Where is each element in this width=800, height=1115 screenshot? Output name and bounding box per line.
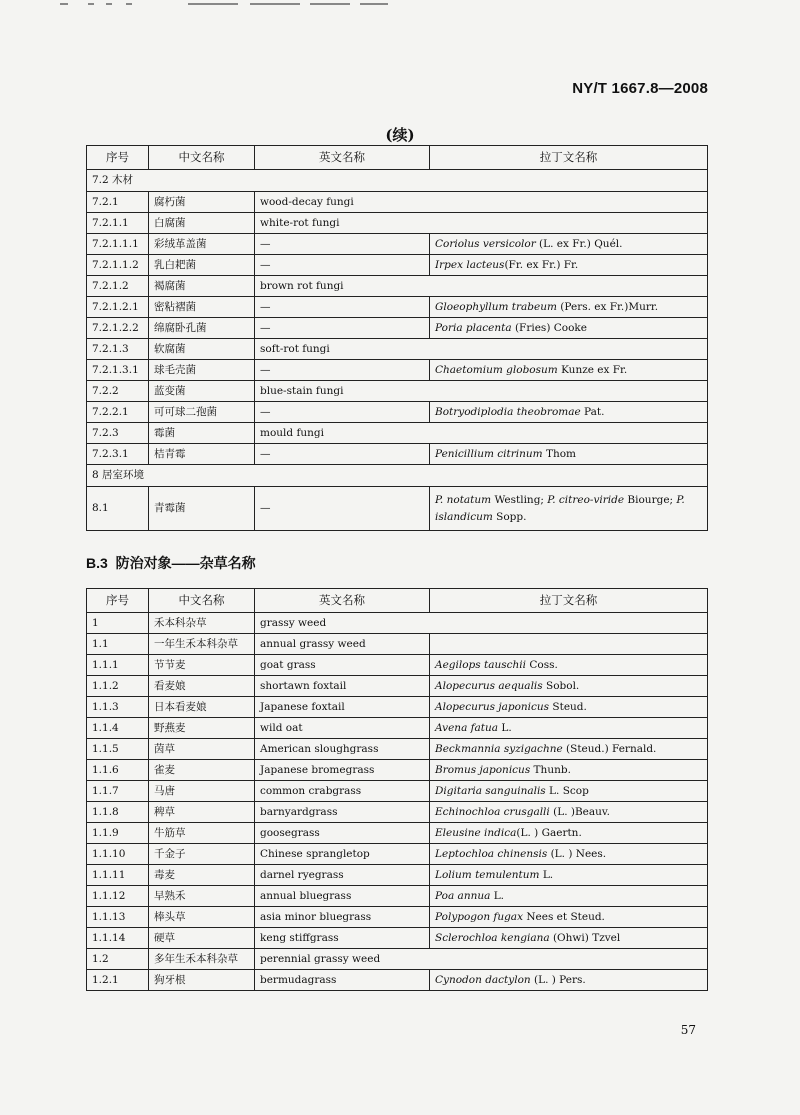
latin-name-cell — [430, 655, 708, 676]
table-row — [87, 381, 708, 402]
chinese-name-cell: 褐腐菌 — [149, 276, 255, 297]
serial-cell: 7.2.1 — [87, 192, 149, 213]
latin-name-author: (Fr. ex Fr.) Fr. — [504, 258, 579, 271]
serial-cell: 7.2.1.1.2 — [87, 255, 149, 276]
serial-cell: 1.1.5 — [87, 739, 149, 760]
latin-name-italic: Alopecurus aequalis — [435, 679, 543, 692]
latin-name-cell — [430, 718, 708, 739]
english-name-cell: annual grassy weed — [255, 634, 430, 655]
standard-code: NY/T 1667.8—2008 — [572, 80, 708, 97]
english-name-cell: soft-rot fungi — [255, 339, 708, 360]
serial-cell: 1.1 — [87, 634, 149, 655]
latin-name-italic: Botryodiplodia theobromae — [435, 405, 581, 418]
latin-name-author: (L. )Beauv. — [549, 805, 610, 818]
serial-cell: 7.2.1.1 — [87, 213, 149, 234]
english-name-cell: Japanese bromegrass — [255, 760, 430, 781]
serial-cell: 7.2.1.2 — [87, 276, 149, 297]
latin-name-author: Biourge; — [624, 493, 677, 506]
chinese-name-cell: 多年生禾本科杂草 — [149, 949, 255, 970]
latin-name-author: L. — [490, 889, 505, 902]
chinese-name-cell: 硬草 — [149, 928, 255, 949]
serial-cell: 7.2.1.1.1 — [87, 234, 149, 255]
latin-name-italic: Bromus japonicus — [435, 763, 531, 776]
english-name-cell: darnel ryegrass — [255, 865, 430, 886]
latin-name-cell — [430, 802, 708, 823]
latin-name-italic: Echinochloa crusgalli — [435, 805, 550, 818]
latin-name-italic: P. citreo-viride — [547, 493, 625, 506]
english-name-cell: barnyardgrass — [255, 802, 430, 823]
latin-name-author: (L. ) Pers. — [530, 973, 586, 986]
english-name-cell: asia minor bluegrass — [255, 907, 430, 928]
header-latin-name: 拉丁文名称 — [430, 146, 708, 170]
table-row — [87, 192, 708, 213]
section-row — [87, 465, 708, 487]
latin-name-italic: Eleusine indica — [435, 826, 517, 839]
latin-name-cell — [430, 318, 708, 339]
chinese-name-cell: 雀麦 — [149, 760, 255, 781]
section-title: 7.2 木材 — [87, 170, 708, 192]
chinese-name-cell: 绵腐卧孔菌 — [149, 318, 255, 339]
english-name-cell: blue-stain fungi — [255, 381, 708, 402]
chinese-name-cell: 茵草 — [149, 739, 255, 760]
serial-cell: 8.1 — [87, 487, 149, 531]
latin-name-author: (Steud.) Fernald. — [562, 742, 657, 755]
serial-cell: 1.1.4 — [87, 718, 149, 739]
english-name-cell: common crabgrass — [255, 781, 430, 802]
section-row — [87, 170, 708, 192]
chinese-name-cell: 狗牙根 — [149, 970, 255, 991]
table-row — [87, 907, 708, 928]
chinese-name-cell: 球毛壳菌 — [149, 360, 255, 381]
serial-cell: 1.1.1 — [87, 655, 149, 676]
english-name-cell: goat grass — [255, 655, 430, 676]
header-english-name: 英文名称 — [255, 589, 430, 613]
latin-name-author: Thom — [542, 447, 577, 460]
serial-cell: 1.1.2 — [87, 676, 149, 697]
english-name-cell: mould fungi — [255, 423, 708, 444]
serial-cell: 1.1.13 — [87, 907, 149, 928]
table-row — [87, 928, 708, 949]
serial-cell: 7.2.3 — [87, 423, 149, 444]
latin-name-italic: Coriolus versicolor — [435, 237, 536, 250]
latin-name-cell — [430, 676, 708, 697]
fungi-table-body — [87, 146, 708, 531]
table-row — [87, 318, 708, 339]
serial-cell: 1.1.14 — [87, 928, 149, 949]
english-name-cell: annual bluegrass — [255, 886, 430, 907]
weeds-table — [86, 588, 708, 991]
serial-cell: 7.2.1.3 — [87, 339, 149, 360]
latin-name-italic: Alopecurus japonicus — [435, 700, 550, 713]
latin-name-author: Sopp. — [492, 510, 527, 523]
section-number: B.3 — [86, 555, 108, 571]
latin-name-author: Nees et Steud. — [523, 910, 605, 923]
chinese-name-cell: 可可球二孢菌 — [149, 402, 255, 423]
latin-name-cell — [430, 444, 708, 465]
latin-name-author: L. Scop — [545, 784, 589, 797]
serial-cell: 7.2.3.1 — [87, 444, 149, 465]
english-name-cell: — — [255, 297, 430, 318]
header-chinese-name: 中文名称 — [149, 589, 255, 613]
chinese-name-cell: 彩绒革盖菌 — [149, 234, 255, 255]
latin-name-cell — [430, 402, 708, 423]
latin-name-cell — [430, 487, 708, 531]
table-row — [87, 949, 708, 970]
serial-cell: 1.2.1 — [87, 970, 149, 991]
english-name-cell: wood-decay fungi — [255, 192, 708, 213]
latin-name-author: (Fries) Cooke — [511, 321, 588, 334]
chinese-name-cell: 千金子 — [149, 844, 255, 865]
table-row — [87, 276, 708, 297]
latin-name-italic: Polypogon fugax — [435, 910, 523, 923]
weeds-table-body — [87, 589, 708, 991]
header-latin-name: 拉丁文名称 — [430, 589, 708, 613]
table-row — [87, 886, 708, 907]
chinese-name-cell: 密粘褶菌 — [149, 297, 255, 318]
header-serial: 序号 — [87, 146, 149, 170]
latin-name-cell — [430, 297, 708, 318]
latin-name-italic: Aegilops tauschii — [435, 658, 526, 671]
english-name-cell: — — [255, 255, 430, 276]
header-english-name: 英文名称 — [255, 146, 430, 170]
latin-name-cell — [430, 255, 708, 276]
serial-cell: 7.2.1.2.2 — [87, 318, 149, 339]
header-chinese-name: 中文名称 — [149, 146, 255, 170]
table-row — [87, 444, 708, 465]
latin-name-author: Pat. — [580, 405, 605, 418]
latin-name-italic: Poria placenta — [435, 321, 512, 334]
chinese-name-cell: 牛筋草 — [149, 823, 255, 844]
chinese-name-cell: 日本看麦娘 — [149, 697, 255, 718]
serial-cell: 1.1.11 — [87, 865, 149, 886]
latin-name-author: Kunze ex Fr. — [557, 363, 628, 376]
chinese-name-cell: 腐朽菌 — [149, 192, 255, 213]
serial-cell: 1 — [87, 613, 149, 634]
chinese-name-cell: 毒麦 — [149, 865, 255, 886]
latin-name-author: (Ohwi) Tzvel — [549, 931, 621, 944]
latin-name-italic: Lolium temulentum — [435, 868, 540, 881]
latin-name-author: Coss. — [526, 658, 558, 671]
chinese-name-cell: 霉菌 — [149, 423, 255, 444]
table-header-row — [87, 146, 708, 170]
table-row — [87, 213, 708, 234]
table-row — [87, 655, 708, 676]
latin-name-cell — [430, 928, 708, 949]
latin-name-italic: Sclerochloa kengiana — [435, 931, 550, 944]
serial-cell: 1.1.6 — [87, 760, 149, 781]
latin-name-cell — [430, 739, 708, 760]
latin-name-cell — [430, 781, 708, 802]
latin-name-author: Steud. — [549, 700, 587, 713]
english-name-cell: — — [255, 360, 430, 381]
english-name-cell: goosegrass — [255, 823, 430, 844]
table-row — [87, 255, 708, 276]
english-name-cell: — — [255, 487, 430, 531]
chinese-name-cell: 白腐菌 — [149, 213, 255, 234]
latin-name-italic: Digitaria sanguinalis — [435, 784, 546, 797]
english-name-cell: keng stiffgrass — [255, 928, 430, 949]
latin-name-italic: Penicillium citrinum — [435, 447, 543, 460]
serial-cell: 7.2.2.1 — [87, 402, 149, 423]
table-row — [87, 297, 708, 318]
latin-name-author: L. — [498, 721, 512, 734]
serial-cell: 1.1.12 — [87, 886, 149, 907]
english-name-cell: wild oat — [255, 718, 430, 739]
latin-name-author: (L. ex Fr.) Quél. — [535, 237, 623, 250]
table-row — [87, 970, 708, 991]
english-name-cell: perennial grassy weed — [255, 949, 708, 970]
chinese-name-cell: 早熟禾 — [149, 886, 255, 907]
table-header-row — [87, 589, 708, 613]
latin-name-cell — [430, 865, 708, 886]
continued-label: (续) — [385, 126, 415, 144]
english-name-cell: — — [255, 402, 430, 423]
latin-name-cell — [430, 844, 708, 865]
latin-name-author: Sobol. — [542, 679, 580, 692]
latin-name-cell — [430, 823, 708, 844]
chinese-name-cell: 野燕麦 — [149, 718, 255, 739]
latin-name-cell — [430, 360, 708, 381]
latin-name-italic: P. notatum — [435, 493, 492, 506]
english-name-cell: — — [255, 318, 430, 339]
english-name-cell: — — [255, 444, 430, 465]
table-row — [87, 718, 708, 739]
table-row — [87, 697, 708, 718]
serial-cell: 1.1.10 — [87, 844, 149, 865]
table-row — [87, 423, 708, 444]
table-row — [87, 676, 708, 697]
latin-name-cell — [430, 886, 708, 907]
latin-name-cell — [430, 634, 708, 655]
latin-name-italic: Avena fatua — [435, 721, 499, 734]
latin-name-cell — [430, 234, 708, 255]
serial-cell: 1.1.8 — [87, 802, 149, 823]
table-row — [87, 844, 708, 865]
latin-name-author: Thunb. — [530, 763, 571, 776]
page-number: 57 — [680, 1023, 696, 1037]
latin-name-cell — [430, 970, 708, 991]
table-row — [87, 487, 708, 531]
english-name-cell: bermudagrass — [255, 970, 430, 991]
serial-cell: 7.2.2 — [87, 381, 149, 402]
english-name-cell: — — [255, 234, 430, 255]
table-row — [87, 760, 708, 781]
english-name-cell: grassy weed — [255, 613, 708, 634]
chinese-name-cell: 禾本科杂草 — [149, 613, 255, 634]
table-row — [87, 781, 708, 802]
latin-name-cell — [430, 697, 708, 718]
latin-name-author: (Pers. ex Fr.)Murr. — [556, 300, 659, 313]
english-name-cell: American sloughgrass — [255, 739, 430, 760]
latin-name-author: Westling; — [491, 493, 548, 506]
latin-name-author: (L. ) Gaertn. — [516, 826, 582, 839]
english-name-cell: shortawn foxtail — [255, 676, 430, 697]
latin-name-author: (L. ) Nees. — [547, 847, 607, 860]
chinese-name-cell: 乳白耙菌 — [149, 255, 255, 276]
english-name-cell: Chinese sprangletop — [255, 844, 430, 865]
serial-cell: 7.2.1.2.1 — [87, 297, 149, 318]
table-row — [87, 234, 708, 255]
latin-name-cell — [430, 907, 708, 928]
english-name-cell: white-rot fungi — [255, 213, 708, 234]
chinese-name-cell: 看麦娘 — [149, 676, 255, 697]
latin-name-italic: Cynodon dactylon — [435, 973, 531, 986]
table-row — [87, 360, 708, 381]
table-row — [87, 613, 708, 634]
chinese-name-cell: 马唐 — [149, 781, 255, 802]
serial-cell: 1.2 — [87, 949, 149, 970]
scan-artifact-marks — [60, 3, 390, 9]
latin-name-italic: Leptochloa chinensis — [435, 847, 548, 860]
serial-cell: 1.1.7 — [87, 781, 149, 802]
section-heading — [86, 553, 256, 573]
chinese-name-cell: 棒头草 — [149, 907, 255, 928]
latin-name-italic: Chaetomium globosum — [435, 363, 558, 376]
fungi-table — [86, 145, 708, 531]
serial-cell: 7.2.1.3.1 — [87, 360, 149, 381]
table-row — [87, 802, 708, 823]
table-row — [87, 739, 708, 760]
table-row — [87, 339, 708, 360]
serial-cell: 1.1.3 — [87, 697, 149, 718]
english-name-cell: brown rot fungi — [255, 276, 708, 297]
table-row — [87, 865, 708, 886]
chinese-name-cell: 桔青霉 — [149, 444, 255, 465]
english-name-cell: Japanese foxtail — [255, 697, 430, 718]
latin-name-author: L. — [539, 868, 554, 881]
chinese-name-cell: 软腐菌 — [149, 339, 255, 360]
header-serial: 序号 — [87, 589, 149, 613]
table-row — [87, 402, 708, 423]
latin-name-italic: Poa annua — [435, 889, 491, 902]
serial-cell: 1.1.9 — [87, 823, 149, 844]
table-row — [87, 823, 708, 844]
latin-name-italic: Gloeophyllum trabeum — [435, 300, 557, 313]
table-row — [87, 634, 708, 655]
latin-name-cell — [430, 760, 708, 781]
chinese-name-cell: 节节麦 — [149, 655, 255, 676]
chinese-name-cell: 一年生禾本科杂草 — [149, 634, 255, 655]
latin-name-italic: Irpex lacteus — [435, 258, 505, 271]
latin-name-italic: P. islandicum — [435, 493, 685, 523]
section-title: 防治对象——杂草名称 — [115, 555, 256, 571]
latin-name-italic: Beckmannia syzigachne — [435, 742, 563, 755]
section-title: 8 居室环境 — [87, 465, 708, 487]
chinese-name-cell: 蓝变菌 — [149, 381, 255, 402]
chinese-name-cell: 青霉菌 — [149, 487, 255, 531]
chinese-name-cell: 稗草 — [149, 802, 255, 823]
